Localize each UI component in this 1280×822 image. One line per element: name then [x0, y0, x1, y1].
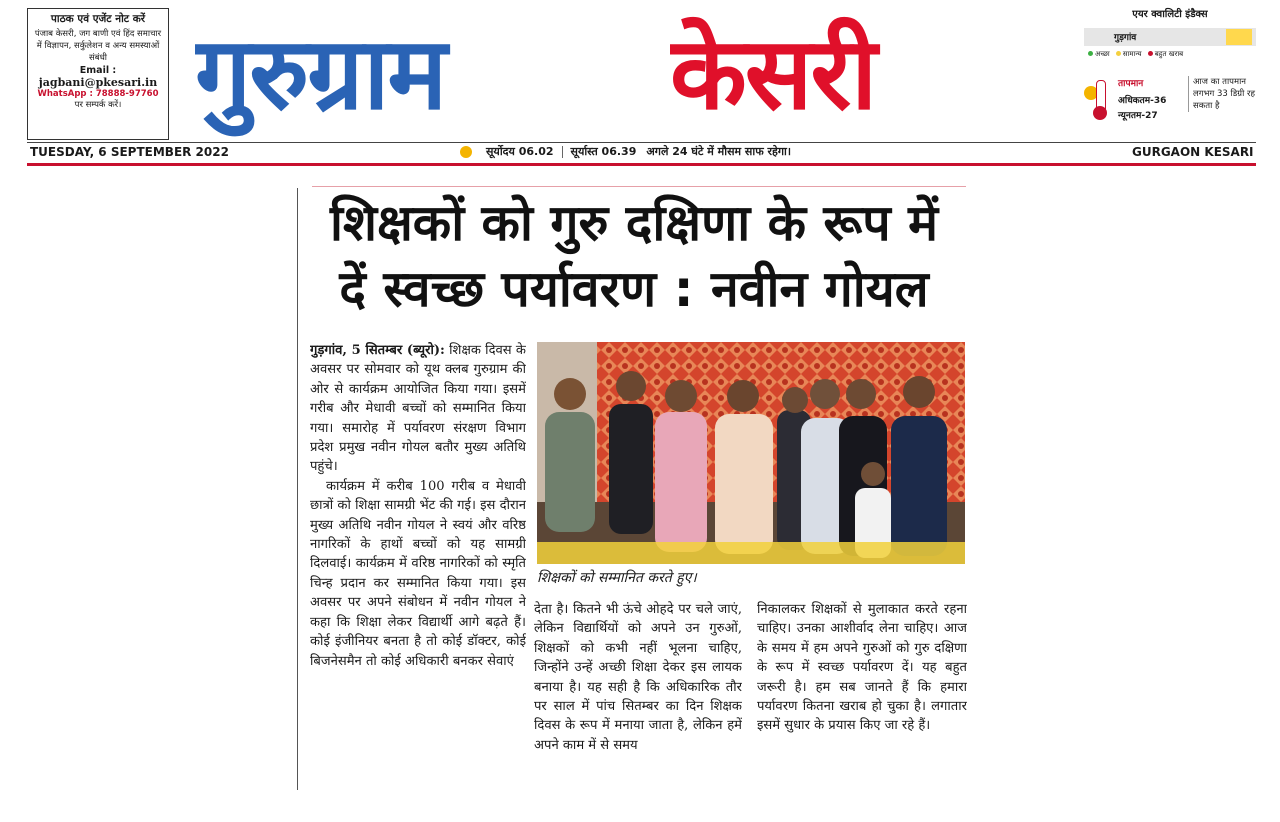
group-photo-illustration: [537, 342, 965, 564]
photo-caption: शिक्षकों को सम्मानित करते हुए।: [537, 570, 697, 586]
headline-line-1: शिक्षकों को गुरु दक्षिणा के रूप में: [330, 194, 938, 252]
article-column-2: [534, 600, 742, 794]
sunrise-time: सूर्योदय 06.02: [486, 145, 554, 158]
article-paragraph-3: देता है। कितने भी ऊंचे ओहदे पर चले जाएं, लेकिन विद्यार्थियों को अपने उन गुरुओं, शिक्षकों को कभी नहीं भूलना चाहिए, जिन्होंने उन्हें अच्छी शिक्षा देकर इस लायक बनाया है। यह सही है कि अधिकारिक तौर पर साल में पांच सितम्बर का दिन शिक्षक दिवस के रूप में मनाया जाता है, लेकिन हमें अपने काम में से समय: [534, 602, 742, 753]
weather-forecast: अगले 24 घंटे में मौसम साफ रहेगा।: [646, 145, 792, 158]
aqi-moderate-dot-icon: [1116, 51, 1121, 56]
aqi-city: गुड़गांव: [1114, 33, 1137, 43]
strip-divider: [27, 142, 1256, 143]
article-border: [297, 188, 298, 790]
article-headline: [300, 190, 968, 334]
temperature-min: न्यूनतम-27: [1118, 111, 1158, 121]
notice-whatsapp: WhatsApp : 78888-97760: [37, 89, 159, 99]
sunrise-icon: [460, 146, 472, 158]
article-paragraph-2: कार्यक्रम में करीब 100 गरीब व मेधावी छात्रों को शिक्षा सामग्री भेंट की गई। इस दौरान मुख्य अतिथि नवीन गोयल ने स्वयं और वरिष्ठ नागरिकों के हाथों बच्चों को यह सामग्री दिलवाई। कार्यक्रम में वरिष्ठ नागरिकों को स्मृति चिन्ह प्रदान कर सम्मानित किया गया। इस अवसर पर अपने संबोधन में नवीन गोयल ने कहा कि शिक्षा लेकर विद्यार्थी आगे बढ़ते हैं। कोई इंजीनियर बनता है तो कोई डॉक्टर, कोई बिजनेसमैन तो कोई अधिकारी बनकर सेवाएं: [310, 478, 526, 669]
aqi-legend-moderate: सामान्य: [1122, 50, 1142, 58]
aqi-city-row: [1084, 28, 1256, 46]
sun-timings: [460, 144, 900, 162]
article-dateline: गुड़गांव, 5 सितम्बर (ब्यूरो):: [310, 343, 445, 358]
thermometer-bulb-icon: [1093, 106, 1107, 120]
sunset-time: सूर्यास्त 06.39: [570, 145, 637, 158]
temperature-note: आज का तापमान लगभग 33 डिग्री रह सकता है: [1188, 76, 1259, 112]
notice-body: पंजाब केसरी, जग बाणी एवं हिंद समाचार में विज्ञापन, सर्कुलेशन व अन्य समस्याओं संबंधी: [34, 29, 162, 63]
notice-email-label: Email :: [79, 65, 117, 76]
paper-name: GURGAON KESARI: [1132, 145, 1254, 159]
aqi-poor-dot-icon: [1148, 51, 1153, 56]
strip-separator: [562, 146, 563, 158]
reader-notice-box: [27, 8, 169, 140]
aqi-legend-poor: बहुत खराब: [1154, 50, 1184, 58]
article-paragraph-1: शिक्षक दिवस के अवसर पर सोमवार को यूथ क्लब गुरुग्राम की ओर से कार्यक्रम आयोजित किया गया। इसमें गरीब और मेधावी बच्चों को सम्मानित किया गया। समारोह में पर्यावरण संरक्षण विभाग प्रदेश प्रमुख नवीन गोयल बतौर मुख्य अतिथि पहुंचे।: [310, 343, 526, 475]
strip-red-rule: [27, 163, 1256, 166]
temperature-box: [1084, 76, 1256, 132]
article-top-rule: [312, 186, 966, 187]
air-quality-box: [1084, 6, 1256, 74]
article-column-3: [757, 600, 967, 794]
masthead-kesari: केसरी: [670, 15, 876, 132]
aqi-title: एयर क्वालिटी इंडैक्स: [1132, 9, 1208, 20]
temperature-max: अधिकतम-36: [1118, 96, 1167, 106]
article-paragraph-4: निकालकर शिक्षकों से मुलाकात करते रहना चाहिए। उनका आशीर्वाद लेना चाहिए। आज के समय में हम अपने गुरुओं को गुरु दक्षिणा के रूप में स्वच्छ पर्यावरण दें। यह बहुत जरूरी है। हम सब जानते हैं कि हमारा पर्यावरण कितना खराब हो चुका है। लगातार इसमें सुधार के प्रयास किए जा रहे हैं।: [757, 602, 967, 734]
article-column-1: [310, 341, 526, 793]
headline-line-2: दें स्वच्छ पर्यावरण : नवीन गोयल: [339, 260, 929, 318]
notice-email: jagbani@pkesari.in: [38, 76, 158, 89]
aqi-legend-good: अच्छा: [1095, 50, 1110, 58]
issue-date: TUESDAY, 6 SEPTEMBER 2022: [30, 145, 229, 159]
temperature-label: तापमान: [1118, 79, 1144, 89]
notice-contact: पर सम्पर्क करें।: [74, 100, 122, 110]
article-photo: [537, 342, 965, 564]
notice-title: पाठक एवं एजेंट नोट करें: [50, 13, 146, 25]
aqi-legend: [1084, 50, 1256, 59]
aqi-level-indicator: [1226, 29, 1252, 45]
aqi-good-dot-icon: [1088, 51, 1093, 56]
masthead-gurugram: गुरुग्राम: [195, 15, 446, 132]
